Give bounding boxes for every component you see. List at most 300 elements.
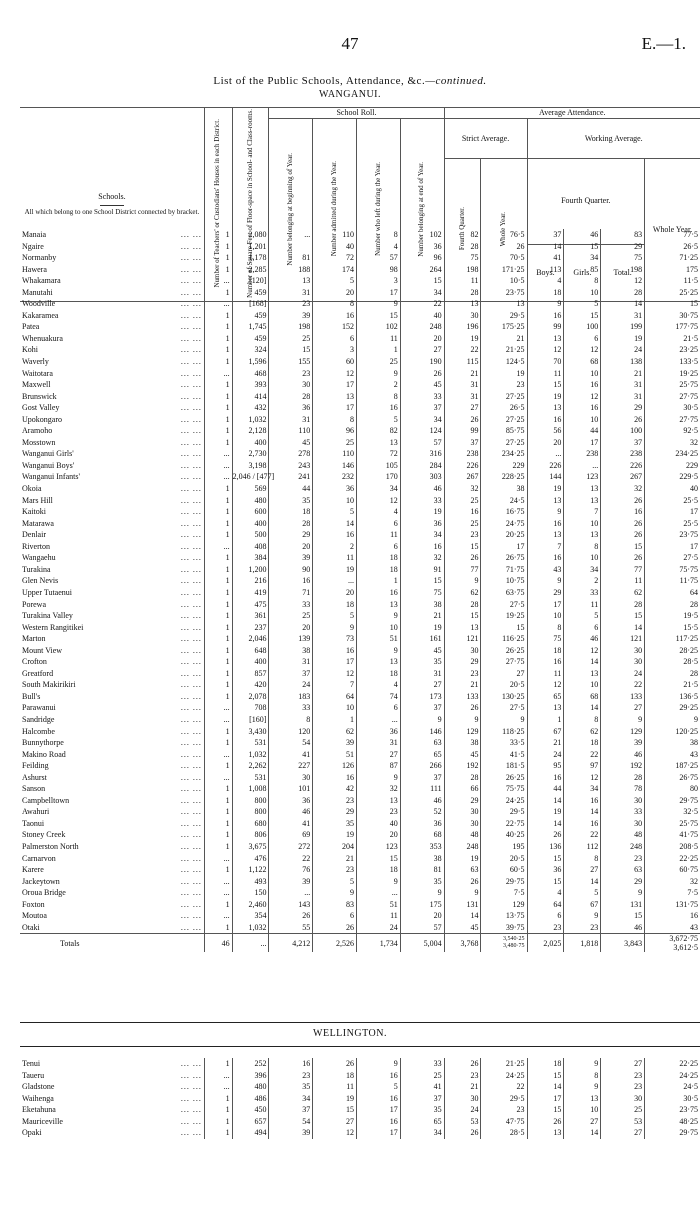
boys-cell: 11	[527, 368, 564, 380]
strict-fourth-quarter-cell: 21	[444, 1081, 481, 1093]
leader-dots: ... ...	[180, 622, 202, 632]
boys-cell: 20	[527, 437, 564, 449]
table-row	[20, 760, 700, 772]
working-whole-year-cell: 27·75	[645, 414, 700, 426]
roll-left-total: 1,734	[357, 934, 401, 953]
teachers-houses-cell: 1	[204, 518, 232, 530]
roll-begin-cell: 23	[269, 1070, 313, 1082]
roll-admitted-cell: 39	[313, 737, 357, 749]
roll-left-cell: 24	[357, 922, 401, 934]
strict-fourth-quarter-cell: 13	[444, 622, 481, 634]
teachers-houses-cell: 1	[204, 287, 232, 299]
strict-whole-year-cell: 19·25	[481, 610, 527, 622]
boys-cell: 11	[527, 668, 564, 680]
table-row	[20, 414, 700, 426]
roll-left-cell: 3	[357, 275, 401, 287]
floor-space-cell: 1,032	[232, 414, 269, 426]
table-row	[20, 1104, 700, 1116]
boys-cell: 24	[527, 749, 564, 761]
strict-fourth-quarter-cell: 19	[444, 333, 481, 345]
strict-fourth-quarter-cell: 30	[444, 818, 481, 830]
girls-cell: 6	[564, 333, 601, 345]
teachers-houses-cell: 1	[204, 333, 232, 345]
floor-space-cell: 354	[232, 910, 269, 922]
strict-whole-year-cell: 26	[481, 241, 527, 253]
table-row	[20, 1058, 700, 1070]
roll-left-cell: 10	[357, 622, 401, 634]
working-whole-year-cell: 24·5	[645, 1081, 700, 1093]
school-name-cell: Aramoho ... ...	[22, 426, 202, 436]
roll-begin-cell: 16	[269, 575, 313, 587]
strict-fourth-quarter-cell: 196	[444, 321, 481, 333]
boys-cell: 95	[527, 760, 564, 772]
roll-admitted-cell: 2	[313, 541, 357, 553]
girls-cell: 18	[564, 737, 601, 749]
school-name-cell: Waitotara ... ...	[22, 368, 202, 378]
floor-space-cell: 2,262	[232, 760, 269, 772]
strict-whole-year-cell: 60·5	[481, 864, 527, 876]
roll-admitted-cell: 12	[313, 368, 357, 380]
strict-fourth-quarter-cell: 26	[444, 414, 481, 426]
leader-dots: ... ...	[180, 530, 202, 540]
total-cell: 15	[601, 910, 645, 922]
strict-fourth-quarter-cell: 28	[444, 287, 481, 299]
school-name-cell: Stoney Creek ... ...	[22, 830, 202, 840]
roll-left-cell: 12	[357, 495, 401, 507]
girls-cell: 14	[564, 806, 601, 818]
working-whole-year-cell: 40	[645, 483, 700, 495]
working-whole-year-cell: 29·75	[645, 1127, 700, 1139]
strict-whole-year-cell: 26·25	[481, 645, 527, 657]
roll-end-cell: 65	[400, 1116, 444, 1128]
leader-dots: ... ...	[180, 726, 202, 736]
working-whole-year-cell: 80	[645, 783, 700, 795]
roll-left-cell: 9	[357, 1058, 401, 1070]
total-cell: 33	[601, 806, 645, 818]
schools-header-note: All which belong to one School District connected by bracket.	[24, 207, 200, 216]
total-cell: 28	[601, 287, 645, 299]
roll-admitted-cell: 35	[313, 818, 357, 830]
total-cell: 30	[601, 795, 645, 807]
roll-left-cell: 25	[357, 356, 401, 368]
roll-begin-cell: 71	[269, 587, 313, 599]
teachers-houses-cell: 1	[204, 726, 232, 738]
floor-space-cell: 1,200	[232, 564, 269, 576]
school-name-cell: Moutoa ... ...	[22, 911, 202, 921]
school-name-cell: Wangaehu ... ...	[22, 553, 202, 563]
roll-admitted-cell: 23	[313, 795, 357, 807]
total-cell: 62	[601, 587, 645, 599]
teachers-houses-cell: 1	[204, 414, 232, 426]
roll-left-cell: 32	[357, 783, 401, 795]
table-row	[20, 656, 700, 668]
roll-admitted-cell: 146	[313, 460, 357, 472]
teachers-houses-cell: 1	[204, 737, 232, 749]
leader-dots: ... ...	[180, 738, 202, 748]
girls-cell: 34	[564, 252, 601, 264]
table-row	[20, 806, 700, 818]
total-cell: 23	[601, 1081, 645, 1093]
strict-fourth-quarter-cell: 13	[444, 298, 481, 310]
teachers-houses-cell: ...	[204, 772, 232, 784]
roll-left-cell: 87	[357, 760, 401, 772]
girls-cell: 5	[564, 887, 601, 899]
roll-begin-cell: 35	[269, 1081, 313, 1093]
roll-end-cell: 96	[400, 252, 444, 264]
school-name-cell: Manaia ... ...	[22, 230, 202, 239]
strict-fourth-quarter-cell: 66	[444, 783, 481, 795]
roll-end-cell: 32	[400, 552, 444, 564]
working-whole-year-cell: 23·25	[645, 344, 700, 356]
working-whole-year-header: Whole Year.	[645, 159, 700, 302]
table-row	[20, 714, 700, 726]
floor-space-cell: 400	[232, 437, 269, 449]
strict-fourth-quarter-cell: 30	[444, 806, 481, 818]
girls-cell: 238	[564, 448, 601, 460]
strict-whole-year-cell: 116·25	[481, 633, 527, 645]
table-row	[20, 899, 700, 911]
roll-left-cell: 51	[357, 633, 401, 645]
strict-whole-year-cell: 85·75	[481, 425, 527, 437]
strict-fourth-quarter-cell: 23	[444, 529, 481, 541]
strict-whole-year-cell: 13	[481, 298, 527, 310]
teachers-houses-cell: ...	[204, 876, 232, 888]
boys-cell: 9	[527, 298, 564, 310]
leader-dots: ... ...	[180, 1093, 202, 1103]
roll-admitted-cell: 126	[313, 760, 357, 772]
floor-space-cell: 657	[232, 1116, 269, 1128]
boys-cell: 19	[527, 483, 564, 495]
total-cell: 100	[601, 425, 645, 437]
school-name-cell: Manutahi ... ...	[22, 287, 202, 297]
total-cell: 16	[601, 506, 645, 518]
roll-left-cell: ...	[357, 887, 401, 899]
teachers-houses-cell: ...	[204, 714, 232, 726]
girls-cell: 46	[564, 633, 601, 645]
roll-end-cell: 316	[400, 448, 444, 460]
total-cell: 26	[601, 552, 645, 564]
roll-begin-cell: 55	[269, 922, 313, 934]
girls-total: 1,818	[564, 934, 601, 953]
table-row	[20, 541, 700, 553]
strict-whole-year-cell: 171·25	[481, 264, 527, 276]
teachers-houses-cell: 1	[204, 1116, 232, 1128]
working-whole-year-total-alt: 3,612·5	[673, 943, 698, 953]
boys-cell: 12	[527, 679, 564, 691]
girls-cell: 27	[564, 864, 601, 876]
floor-space-cell: 2,128	[232, 425, 269, 437]
leader-dots: ... ...	[180, 761, 202, 771]
boys-header: Boys.	[527, 244, 564, 302]
strict-fourth-quarter-cell: 30	[444, 1093, 481, 1105]
roll-admitted-cell: 152	[313, 321, 357, 333]
roll-left-cell: 13	[357, 437, 401, 449]
leader-dots: ... ...	[180, 518, 202, 528]
leader-dots: ... ...	[180, 841, 202, 851]
roll-begin-cell: 81	[269, 252, 313, 264]
floor-space-cell: 1,122	[232, 864, 269, 876]
working-fourth-quarter-header: Fourth Quarter.	[527, 159, 645, 245]
roll-begin-cell: 272	[269, 841, 313, 853]
strict-whole-year-header: Whole Year.	[481, 159, 527, 302]
strict-fourth-quarter-cell: 28	[444, 241, 481, 253]
working-whole-year-cell: 22·25	[645, 853, 700, 865]
girls-cell: 46	[564, 229, 601, 241]
girls-cell: 9	[564, 1058, 601, 1070]
roll-admitted-cell: 11	[313, 1081, 357, 1093]
roll-left-cell: 4	[357, 506, 401, 518]
boys-cell: 23	[527, 922, 564, 934]
strict-fourth-quarter-cell: 25	[444, 495, 481, 507]
roll-begin-cell: 23	[269, 368, 313, 380]
roll-end-cell: 37	[400, 402, 444, 414]
table-row	[20, 391, 700, 403]
roll-admitted-cell: 5	[313, 506, 357, 518]
teachers-houses-total: 46	[204, 934, 232, 953]
strict-whole-year-cell: 27·25	[481, 414, 527, 426]
table-row	[20, 795, 700, 807]
working-whole-year-cell: 77·5	[645, 229, 700, 241]
strict-whole-year-cell: 23	[481, 1104, 527, 1116]
floor-space-cell: 1,032	[232, 922, 269, 934]
boys-cell: 65	[527, 691, 564, 703]
strict-whole-year-cell: 124·5	[481, 356, 527, 368]
school-name-cell: Taonui ... ...	[22, 818, 202, 828]
working-whole-year-cell: 175	[645, 264, 700, 276]
table-row	[20, 483, 700, 495]
school-name-cell: Kaitoki ... ...	[22, 507, 202, 517]
teachers-houses-cell: 1	[204, 344, 232, 356]
strict-whole-year-cell: 17	[481, 541, 527, 553]
strict-fourth-quarter-cell: 32	[444, 483, 481, 495]
teachers-houses-cell: ...	[204, 368, 232, 380]
roll-left-cell: 102	[357, 321, 401, 333]
roll-end-cell: 9	[400, 714, 444, 726]
total-cell: 37	[601, 437, 645, 449]
working-whole-year-cell: 208·5	[645, 841, 700, 853]
strict-fourth-quarter-cell: 62	[444, 587, 481, 599]
floor-space-cell: 494	[232, 1127, 269, 1139]
school-name-cell: Glen Nevis ... ...	[22, 576, 202, 586]
school-name-cell: Western Rangitikei ... ...	[22, 622, 202, 632]
roll-end-cell: 20	[400, 333, 444, 345]
roll-begin-cell: ...	[269, 887, 313, 899]
boys-cell: 10	[527, 610, 564, 622]
girls-cell: 13	[564, 495, 601, 507]
roll-left-cell: 27	[357, 749, 401, 761]
strict-whole-year-cell: 24·75	[481, 518, 527, 530]
roll-left-cell: 6	[357, 518, 401, 530]
girls-cell: 5	[564, 298, 601, 310]
total-cell: 14	[601, 298, 645, 310]
boys-cell: 75	[527, 633, 564, 645]
roll-left-cell: 9	[357, 876, 401, 888]
roll-end-cell: 22	[400, 298, 444, 310]
total-cell: 19	[601, 333, 645, 345]
strict-fourth-quarter-cell: 75	[444, 252, 481, 264]
roll-left-cell: 16	[357, 1116, 401, 1128]
school-name-cell: Hawera ... ...	[22, 264, 202, 274]
leader-dots: ... ...	[180, 333, 202, 343]
girls-cell: 22	[564, 829, 601, 841]
total-cell: 133	[601, 691, 645, 703]
strict-whole-year-cell: 195	[481, 841, 527, 853]
floor-space-cell: 3,198	[232, 460, 269, 472]
school-name-cell: Kakaramea ... ...	[22, 310, 202, 320]
table-row	[20, 1093, 700, 1105]
floor-space-cell: 708	[232, 702, 269, 714]
strict-whole-year-cell: 118·25	[481, 726, 527, 738]
strict-fourth-quarter-cell: 45	[444, 922, 481, 934]
girls-cell: 10	[564, 1104, 601, 1116]
boys-cell: 13	[527, 402, 564, 414]
strict-fourth-quarter-cell: 24	[444, 1104, 481, 1116]
table-row	[20, 772, 700, 784]
boys-cell: 18	[527, 1058, 564, 1070]
total-cell: 26	[601, 518, 645, 530]
girls-cell: 44	[564, 425, 601, 437]
school-name-cell: Wanganui Boys' ... ...	[22, 460, 202, 470]
teachers-houses-cell: 1	[204, 575, 232, 587]
floor-space-cell: 3,430	[232, 726, 269, 738]
roll-admitted-cell: 12	[313, 1127, 357, 1139]
table-row	[20, 691, 700, 703]
roll-admitted-cell: 19	[313, 564, 357, 576]
table-row	[20, 1116, 700, 1128]
girls-cell: 10	[564, 414, 601, 426]
total-cell: 12	[601, 275, 645, 287]
total-cell: 23	[601, 853, 645, 865]
strict-whole-year-cell: 10·75	[481, 575, 527, 587]
floor-space-cell: 476	[232, 853, 269, 865]
table-row	[20, 599, 700, 611]
leader-dots: ... ...	[180, 876, 202, 886]
girls-header: Girls.	[564, 244, 601, 302]
roll-begin-cell: 39	[269, 876, 313, 888]
working-whole-year-cell: 9	[645, 714, 700, 726]
teachers-houses-cell: 1	[204, 922, 232, 934]
table-row	[20, 298, 700, 310]
teachers-houses-cell: 1	[204, 829, 232, 841]
roll-left-cell: 5	[357, 1081, 401, 1093]
roll-left-cell: 34	[357, 483, 401, 495]
girls-cell: 16	[564, 379, 601, 391]
boys-cell: 18	[527, 645, 564, 657]
roll-end-cell: 38	[400, 599, 444, 611]
roll-end-cell: 45	[400, 645, 444, 657]
strict-fourth-quarter-cell: 131	[444, 899, 481, 911]
school-name-cell: Sanson ... ...	[22, 784, 202, 794]
working-whole-year-cell: 29·75	[645, 795, 700, 807]
roll-admitted-cell: 1	[313, 714, 357, 726]
roll-admitted-cell: 204	[313, 841, 357, 853]
total-cell: 28	[601, 599, 645, 611]
working-whole-year-cell: 131·75	[645, 899, 700, 911]
working-whole-year-cell: 25·5	[645, 518, 700, 530]
roll-begin-cell: 46	[269, 806, 313, 818]
boys-cell: 4	[527, 275, 564, 287]
strict-whole-year-cell: 27·5	[481, 599, 527, 611]
floor-space-cell: 216	[232, 575, 269, 587]
boys-cell: 15	[527, 853, 564, 865]
working-whole-year-cell: 19·5	[645, 610, 700, 622]
roll-admitted-cell: 18	[313, 1070, 357, 1082]
roll-admitted-cell: 8	[313, 298, 357, 310]
teachers-houses-cell: 1	[204, 402, 232, 414]
roll-begin-cell: 24	[269, 679, 313, 691]
total-cell: 27	[601, 1127, 645, 1139]
teachers-houses-cell: 1	[204, 599, 232, 611]
leader-dots: ... ...	[180, 437, 202, 447]
roll-begin-cell: 34	[269, 1093, 313, 1105]
roll-left-cell: 98	[357, 264, 401, 276]
working-whole-year-cell: 15	[645, 298, 700, 310]
boys-cell: 16	[527, 518, 564, 530]
working-whole-year-cell: 25·75	[645, 818, 700, 830]
roll-end-cell: 161	[400, 633, 444, 645]
roll-admitted-cell: ...	[313, 575, 357, 587]
strict-fourth-quarter-cell: 53	[444, 1116, 481, 1128]
strict-whole-year-cell: 16·75	[481, 506, 527, 518]
roll-end-cell: 63	[400, 737, 444, 749]
roll-admitted-header: Number admitted during the Year.	[313, 119, 357, 302]
strict-fourth-quarter-cell: 26	[444, 876, 481, 888]
roll-begin-cell: 33	[269, 702, 313, 714]
boys-cell: 43	[527, 564, 564, 576]
working-whole-year-cell: 21·5	[645, 679, 700, 691]
roll-end-cell: 33	[400, 1058, 444, 1070]
roll-left-cell: 9	[357, 298, 401, 310]
roll-admitted-cell: 40	[313, 241, 357, 253]
strict-whole-year-cell: 27·25	[481, 437, 527, 449]
table-row	[20, 668, 700, 680]
working-whole-year-total: 3,672·75	[669, 934, 698, 944]
school-name-cell: Feilding ... ...	[22, 761, 202, 771]
roll-end-cell: 284	[400, 460, 444, 472]
teachers-houses-cell: ...	[204, 702, 232, 714]
boys-cell: 13	[527, 529, 564, 541]
roll-left-cell: 1	[357, 575, 401, 587]
strict-fourth-quarter-cell: 15	[444, 610, 481, 622]
strict-whole-year-cell: 19	[481, 368, 527, 380]
school-name-cell: Foxton ... ...	[22, 899, 202, 909]
table-row	[20, 287, 700, 299]
working-whole-year-cell: 19·25	[645, 368, 700, 380]
girls-cell: 16	[564, 795, 601, 807]
strict-whole-year-cell: 24·5	[481, 495, 527, 507]
floor-space-cell: 459	[232, 310, 269, 322]
strict-whole-year-cell: 20·5	[481, 679, 527, 691]
roll-begin-cell: 155	[269, 356, 313, 368]
floor-space-cell: [160]	[232, 714, 269, 726]
roll-begin-cell: 90	[269, 564, 313, 576]
roll-end-cell: 111	[400, 783, 444, 795]
table-row	[20, 645, 700, 657]
roll-begin-cell: 183	[269, 691, 313, 703]
strict-fourth-quarter-cell: 129	[444, 726, 481, 738]
strict-whole-year-cell: 27	[481, 668, 527, 680]
roll-left-cell: 18	[357, 864, 401, 876]
leader-dots: ... ...	[180, 553, 202, 563]
roll-left-cell: 74	[357, 691, 401, 703]
title-main: List of the Public Schools, Attendance, &c.	[213, 75, 426, 87]
roll-end-cell: 40	[400, 310, 444, 322]
roll-left-cell: 16	[357, 587, 401, 599]
boys-cell: 36	[527, 864, 564, 876]
leader-dots: ... ...	[180, 865, 202, 875]
working-whole-year-cell: 75·75	[645, 564, 700, 576]
roll-admitted-cell: 64	[313, 691, 357, 703]
